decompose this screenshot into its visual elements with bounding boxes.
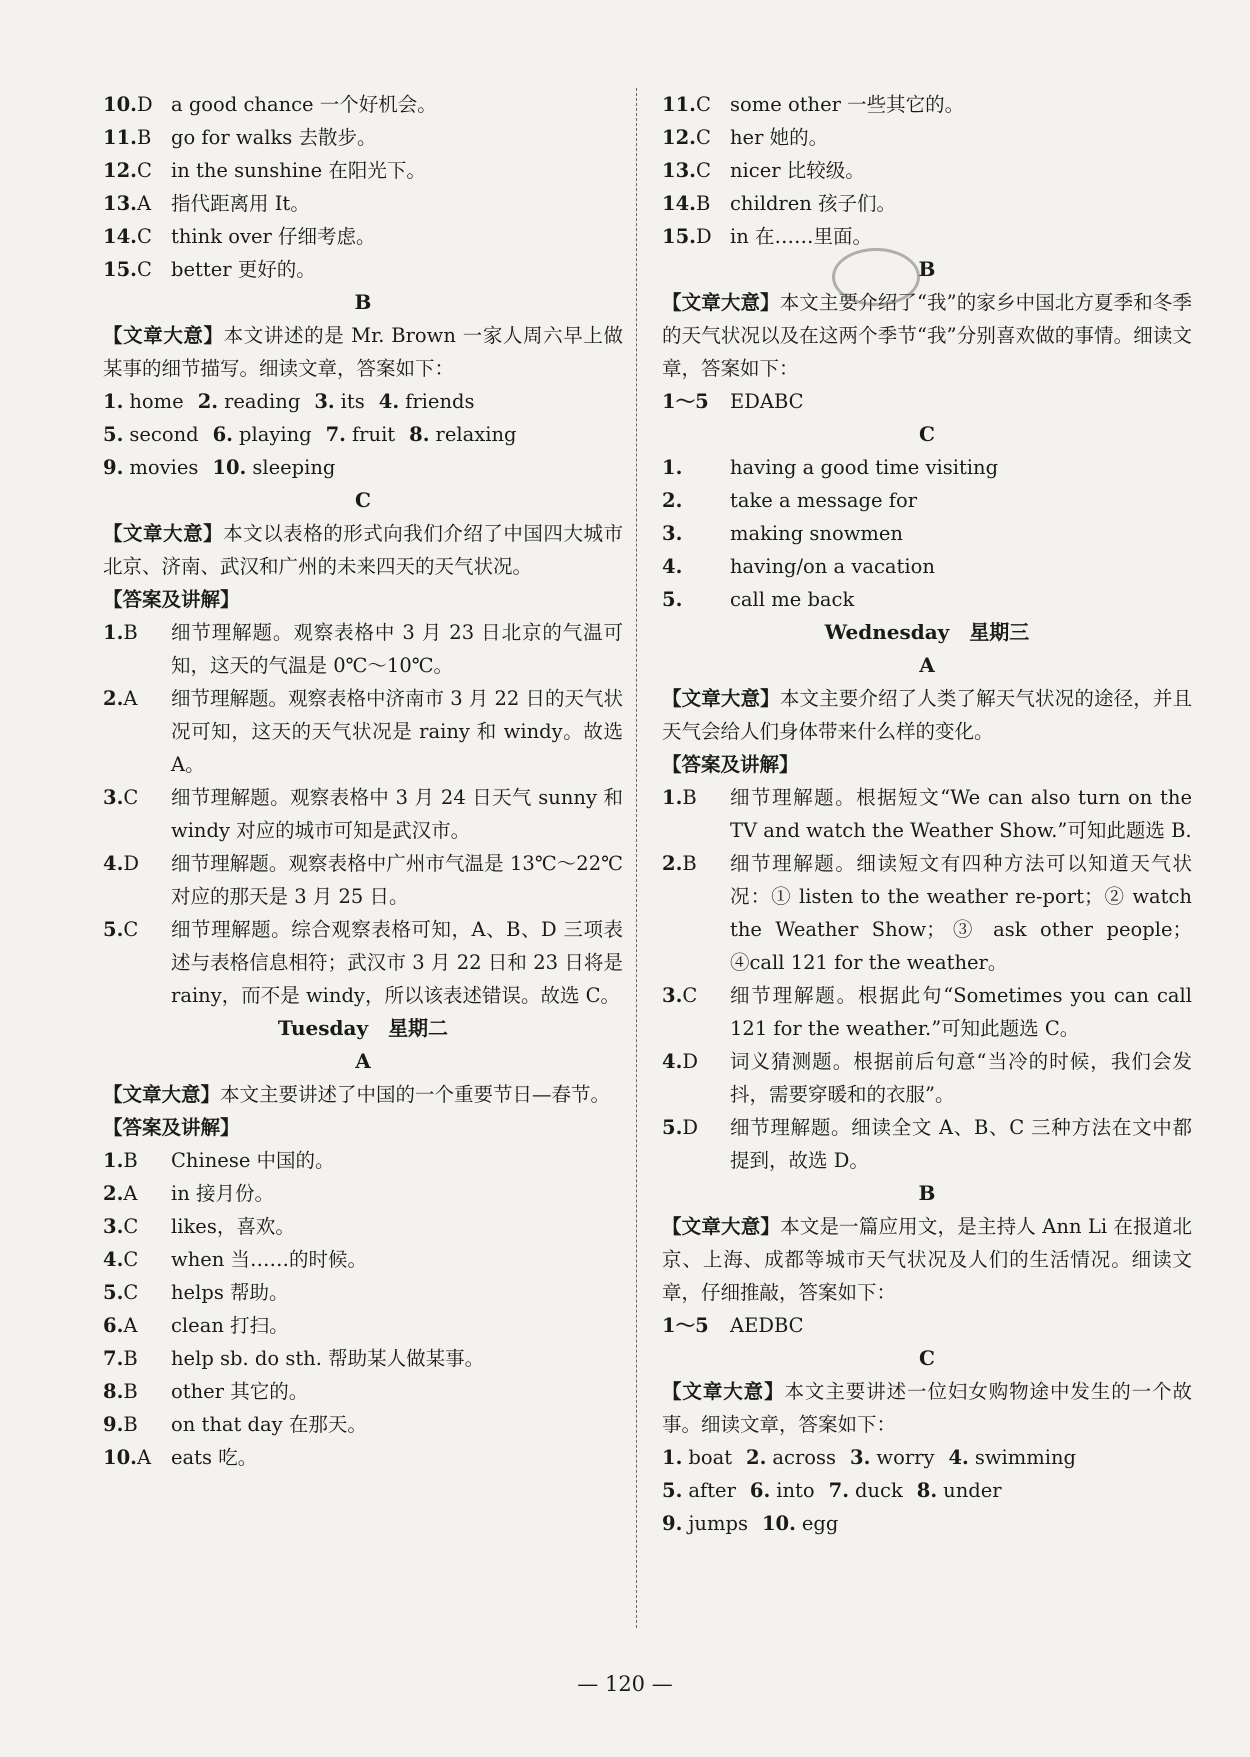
fill-answer: [326, 418, 396, 451]
answer-item: [103, 1243, 623, 1276]
answer-letter: B: [123, 1347, 138, 1370]
answer-text: call me back: [730, 588, 855, 611]
answer-letter: C: [695, 159, 711, 182]
item-number: 1.: [662, 786, 683, 809]
fill-answer-row: [662, 1474, 1192, 1507]
fill-answer: [762, 1507, 838, 1540]
fill-word: fruit: [351, 423, 396, 446]
answer-item: [662, 979, 1192, 1045]
answer-letter: C: [136, 258, 152, 281]
answer-number: [662, 154, 730, 187]
item-number: 14.: [662, 192, 696, 215]
answer-text: on that day 在那天。: [171, 1413, 367, 1436]
answer-letter: D: [682, 1116, 698, 1139]
fill-answer: [746, 1441, 836, 1474]
faint-seal-stamp: [832, 248, 920, 306]
item-number: 10.: [103, 1446, 137, 1469]
item-number: 12.: [662, 126, 696, 149]
left-column: [103, 88, 623, 1474]
fill-answer: [213, 418, 312, 451]
fill-word: boat: [688, 1446, 733, 1469]
answer-number: [103, 781, 171, 847]
fill-answer: [948, 1441, 1076, 1474]
answer-letter: D: [695, 225, 712, 248]
answer-number: [103, 1408, 171, 1441]
item-number: 4.: [948, 1446, 969, 1469]
section-b-answer: 1～5 EDABC: [662, 390, 804, 413]
answer-item: [103, 1375, 623, 1408]
answer-letter: C: [136, 159, 152, 182]
summary-label: 【文章大意】: [103, 324, 224, 347]
item-number: 1.: [103, 390, 124, 413]
answer-letter: A: [123, 1314, 138, 1337]
item-number: 4.: [662, 555, 683, 578]
fill-answer: [103, 418, 199, 451]
answer-number: [662, 220, 730, 253]
answer-number: [103, 1210, 171, 1243]
answer-text: 细节理解题。观察表格中济南市 3 月 22 日的天气状况可知，这天的天气状况是 rainy 和 windy。故选 A。: [171, 687, 624, 776]
fill-word: worry: [876, 1446, 935, 1469]
wednesday-section-b-title: B: [918, 1181, 936, 1205]
answer-item: [662, 583, 1192, 616]
answer-text: likes，喜欢。: [171, 1215, 295, 1238]
item-number: 11.: [103, 126, 137, 149]
answer-text: in the sunshine 在阳光下。: [171, 159, 426, 182]
answer-letter: C: [695, 93, 711, 116]
item-number: 13.: [662, 159, 696, 182]
answer-text: 细节理解题。根据此句“Sometimes you can call 121 for the weather.”可知此题选 C。: [730, 984, 1192, 1040]
answer-item: [662, 121, 1192, 154]
item-number: 8.: [409, 423, 430, 446]
wednesday-section-b-summary: 【文章大意】本文是一篇应用文，是主持人 Ann Li 在报道北京、上海、成都等城市天气状况及人们的生活情况。细读文章，仔细推敲，答案如下：: [662, 1215, 1192, 1304]
fill-word: duck: [855, 1479, 903, 1502]
item-number: 11.: [662, 93, 696, 116]
answer-letter: B: [123, 1380, 138, 1403]
answer-text: 细节理解题。细读全文 A、B、C 三种方法在文中都提到，故选 D。: [730, 1116, 1192, 1172]
summary-label: 【文章大意】: [662, 291, 780, 314]
item-number: 1.: [103, 621, 124, 644]
answer-letter: B: [123, 621, 138, 644]
answer-number: [103, 847, 171, 913]
item-number: 5.: [662, 1479, 683, 1502]
fill-answer: [379, 385, 475, 418]
answer-text: in 接月份。: [171, 1182, 274, 1205]
fill-answer: [198, 385, 301, 418]
summary-label: 【文章大意】: [662, 687, 780, 710]
answer-letter: C: [682, 984, 698, 1007]
item-number: 10.: [761, 1512, 796, 1535]
column-divider: [636, 88, 637, 1628]
answer-text: a good chance 一个好机会。: [171, 93, 437, 116]
item-number: 1.: [662, 456, 683, 479]
answer-item: [103, 847, 623, 913]
answer-number: [662, 88, 730, 121]
tuesday-heading: Tuesday 星期二: [277, 1016, 449, 1040]
answer-letter: C: [123, 1281, 139, 1304]
answer-number: [662, 484, 730, 517]
fill-word: playing: [238, 423, 312, 446]
answer-text: Chinese 中国的。: [171, 1149, 335, 1172]
answer-number: [103, 187, 171, 220]
fill-answer: [662, 1507, 748, 1540]
item-number: 5.: [103, 423, 124, 446]
item-number: 4.: [103, 1248, 124, 1271]
answer-text: 细节理解题。观察表格中 3 月 24 日天气 sunny 和 windy 对应的城市可知是武汉市。: [171, 786, 623, 842]
answer-text: having/on a vacation: [730, 555, 935, 578]
fill-word: home: [129, 390, 184, 413]
item-number: 3.: [662, 522, 683, 545]
wednesday-section-a-summary: 【文章大意】本文主要介绍了人类了解天气状况的途径，并且天气会给人们身体带来什么样的变化。: [662, 687, 1192, 743]
answer-item: [662, 781, 1192, 847]
answer-number: [103, 88, 171, 121]
answer-number: [103, 220, 171, 253]
answer-text: eats 吃。: [171, 1446, 258, 1469]
item-number: 15.: [662, 225, 696, 248]
answer-text: other 其它的。: [171, 1380, 309, 1403]
fill-answer-row: [103, 385, 623, 418]
answer-item: [103, 1144, 623, 1177]
answer-text: clean 打扫。: [171, 1314, 289, 1337]
fill-word: movies: [129, 456, 199, 479]
answer-text: helps 帮助。: [171, 1281, 289, 1304]
fill-word: second: [129, 423, 199, 446]
section-b-summary: 【文章大意】本文主要介绍了“我”的家乡中国北方夏季和冬季的天气状况以及在这两个季节“我”分别喜欢做的事情。细读文章，答案如下：: [662, 291, 1192, 380]
answer-item: [103, 781, 623, 847]
item-number: 8.: [103, 1380, 124, 1403]
right-intro-answers: [662, 88, 1192, 253]
answer-letter: B: [123, 1413, 138, 1436]
answer-item: [103, 1210, 623, 1243]
item-number: 5.: [662, 1116, 683, 1139]
fill-answer: [103, 451, 198, 484]
answer-number: [103, 682, 171, 781]
answer-item: [103, 121, 623, 154]
answer-letter: C: [123, 786, 139, 809]
wednesday-section-a-title: A: [919, 653, 935, 677]
answer-text: think over 仔细考虑。: [171, 225, 376, 248]
answer-item: [103, 1309, 623, 1342]
item-number: 4.: [662, 1050, 683, 1073]
answer-letter: C: [123, 918, 139, 941]
wednesday-section-c-fill-answers: [662, 1441, 1192, 1540]
answer-number: [103, 616, 171, 682]
item-number: 10.: [212, 456, 247, 479]
answer-text: when 当……的时候。: [171, 1248, 368, 1271]
answer-letter: D: [136, 93, 153, 116]
item-number: 2.: [197, 390, 219, 413]
answer-text: nicer 比较级。: [730, 159, 865, 182]
summary-label: 【文章大意】: [103, 1083, 221, 1106]
answers-label: 【答案及讲解】: [662, 753, 799, 776]
item-number: 6.: [103, 1314, 124, 1337]
fill-answer-row: [103, 451, 623, 484]
summary-label: 【文章大意】: [103, 522, 224, 545]
answer-letter: C: [695, 126, 711, 149]
fill-answer: [829, 1474, 903, 1507]
fill-word: egg: [801, 1512, 839, 1535]
item-number: 5.: [103, 1281, 124, 1304]
answer-item: [103, 253, 623, 286]
answers-label: 【答案及讲解】: [103, 588, 240, 611]
wednesday-section-c-summary: 【文章大意】本文主要讲述一位妇女购物途中发生的一个故事。细读文章，答案如下：: [662, 1380, 1192, 1436]
answer-item: [662, 484, 1192, 517]
right-column: [662, 88, 1192, 1540]
item-number: 4.: [103, 852, 124, 875]
item-number: 3.: [103, 786, 124, 809]
answer-letter: C: [123, 1215, 139, 1238]
answer-text: some other 一些其它的。: [730, 93, 965, 116]
item-number: 9.: [103, 456, 124, 479]
item-number: 7.: [828, 1479, 849, 1502]
item-number: 6.: [749, 1479, 771, 1502]
answer-item: [662, 220, 1192, 253]
item-number: 2.: [662, 852, 683, 875]
item-number: 8.: [916, 1479, 938, 1502]
answer-number: [103, 1342, 171, 1375]
answer-letter: B: [682, 852, 697, 875]
answer-item: [103, 616, 623, 682]
answer-text: take a message for: [730, 489, 918, 512]
answer-item: [662, 517, 1192, 550]
answer-text: 指代距离用 It。: [171, 192, 310, 215]
answer-item: [662, 1045, 1192, 1111]
fill-answer: [409, 418, 516, 451]
answer-letter: D: [123, 852, 139, 875]
answer-letter: A: [136, 192, 152, 215]
answer-number: [662, 187, 730, 220]
item-number: 6.: [212, 423, 233, 446]
answer-text: 细节理解题。观察表格中广州市气温是 13℃～22℃对应的那天是 3 月 25 日。: [171, 852, 623, 908]
item-number: 13.: [103, 192, 137, 215]
answer-letter: B: [695, 192, 711, 215]
answer-text: go for walks 去散步。: [171, 126, 377, 149]
answer-item: [662, 187, 1192, 220]
item-number: 9.: [662, 1512, 683, 1535]
item-number: 2.: [746, 1446, 767, 1469]
section-c-answers: [662, 451, 1192, 616]
item-number: 1.: [662, 1446, 683, 1469]
fill-answer: [314, 385, 364, 418]
tuesday-section-a-title: A: [355, 1049, 371, 1073]
fill-answer-row: [103, 418, 623, 451]
answer-letter: A: [136, 1446, 152, 1469]
answer-item: [103, 220, 623, 253]
fill-word: into: [776, 1479, 815, 1502]
answer-number: [103, 121, 171, 154]
answer-item: [103, 1177, 623, 1210]
answer-text: 细节理解题。根据短文“We can also turn on the TV and watch the Weather Show.”可知此题选 B.: [730, 786, 1192, 842]
answer-letter: B: [682, 786, 697, 809]
answer-text: 细节理解题。综合观察表格可知，A、B、D 三项表述与表格信息相符；武汉市 3 月 22 日和 23 日将是 rainy，而不是 windy，所以该表述错误。故选 C。: [171, 918, 623, 1007]
fill-word: across: [772, 1446, 837, 1469]
section-b-title: B: [354, 290, 372, 314]
fill-answer: [662, 1474, 736, 1507]
section-c-title: C: [919, 422, 935, 446]
answer-item: [103, 88, 623, 121]
answer-number: [103, 913, 171, 1012]
section-c-answers: [103, 616, 623, 1012]
answer-letter: B: [123, 1149, 138, 1172]
item-number: 15.: [103, 258, 137, 281]
answer-item: [103, 1276, 623, 1309]
answer-number: [662, 1045, 730, 1111]
item-number: 3.: [850, 1446, 871, 1469]
answer-number: [662, 517, 730, 550]
item-number: 2.: [662, 489, 683, 512]
fill-answer: [212, 451, 335, 484]
answer-letter: A: [123, 687, 138, 710]
answers-label: 【答案及讲解】: [103, 1116, 240, 1139]
item-number: 3.: [662, 984, 683, 1007]
answer-item: [662, 550, 1192, 583]
section-b-fill-answers: [103, 385, 623, 484]
answer-number: [103, 1276, 171, 1309]
answer-item: [662, 88, 1192, 121]
answer-item: [103, 154, 623, 187]
answer-number: [103, 1243, 171, 1276]
answer-number: [662, 451, 730, 484]
answer-number: [103, 1309, 171, 1342]
fill-answer-row: [662, 1507, 1192, 1540]
fill-word: after: [688, 1479, 736, 1502]
tuesday-section-a-answers: [103, 1144, 623, 1474]
tuesday-section-a-summary: 【文章大意】本文主要讲述了中国的一个重要节日—春节。: [103, 1083, 611, 1106]
answer-text: help sb. do sth. 帮助某人做某事。: [171, 1347, 485, 1370]
answer-text: her 她的。: [730, 126, 829, 149]
answer-number: [662, 583, 730, 616]
fill-answer-row: [662, 1441, 1192, 1474]
fill-word: reading: [224, 390, 301, 413]
wednesday-section-b-answer: 1～5 AEDBC: [662, 1314, 804, 1337]
fill-answer: [750, 1474, 815, 1507]
answer-number: [103, 1177, 171, 1210]
answer-number: [662, 847, 730, 979]
answer-number: [662, 979, 730, 1045]
section-b-title: B: [918, 257, 936, 281]
wednesday-section-c-title: C: [919, 1346, 935, 1370]
answer-item: [103, 682, 623, 781]
answer-item: [103, 187, 623, 220]
section-c-title: C: [355, 488, 371, 512]
fill-word: relaxing: [435, 423, 517, 446]
left-intro-answers: [103, 88, 623, 286]
answer-item: [103, 1441, 623, 1474]
item-number: 5.: [103, 918, 124, 941]
wednesday-section-a-answers: [662, 781, 1192, 1177]
fill-word: friends: [405, 390, 475, 413]
section-c-summary: 【文章大意】本文以表格的形式向我们介绍了中国四大城市北京、济南、武汉和广州的未来四天的天气状况。: [103, 522, 623, 578]
answer-number: [103, 1144, 171, 1177]
item-number: 12.: [103, 159, 137, 182]
item-number: 7.: [103, 1347, 124, 1370]
fill-word: its: [340, 390, 365, 413]
item-number: 1.: [103, 1149, 124, 1172]
item-number: 3.: [314, 390, 335, 413]
answer-item: [662, 451, 1192, 484]
answer-number: [662, 121, 730, 154]
fill-answer: [850, 1441, 934, 1474]
fill-answer: [103, 385, 184, 418]
summary-label: 【文章大意】: [662, 1215, 781, 1238]
answer-text: 细节理解题。观察表格中 3 月 23 日北京的气温可知，这天的气温是 0℃～10℃。: [171, 621, 623, 677]
answer-item: [662, 154, 1192, 187]
answer-item: [103, 1408, 623, 1441]
answer-text: having a good time visiting: [730, 456, 999, 479]
item-number: 3.: [103, 1215, 124, 1238]
answer-number: [662, 1111, 730, 1177]
answer-item: [103, 913, 623, 1012]
answer-number: [662, 781, 730, 847]
answer-number: [103, 1375, 171, 1408]
answer-number: [103, 253, 171, 286]
answer-letter: D: [682, 1050, 698, 1073]
answer-text: making snowmen: [730, 522, 903, 545]
item-number: 9.: [103, 1413, 124, 1436]
fill-word: under: [943, 1479, 1002, 1502]
item-number: 10.: [103, 93, 137, 116]
answer-text: children 孩子们。: [730, 192, 897, 215]
fill-word: swimming: [974, 1446, 1077, 1469]
answer-item: [662, 847, 1192, 979]
answer-number: [662, 550, 730, 583]
item-number: 14.: [103, 225, 137, 248]
answer-text: better 更好的。: [171, 258, 316, 281]
answer-item: [662, 1111, 1192, 1177]
answer-text: in 在……里面。: [730, 225, 872, 248]
fill-answer: [917, 1474, 1002, 1507]
item-number: 5.: [662, 588, 683, 611]
item-number: 7.: [325, 423, 346, 446]
wednesday-heading: Wednesday 星期三: [824, 620, 1030, 644]
answer-letter: A: [123, 1182, 138, 1205]
fill-word: jumps: [688, 1512, 748, 1535]
item-number: 2.: [103, 687, 124, 710]
answer-letter: C: [123, 1248, 139, 1271]
answer-text: 词义猜测题。根据前后句意“当冷的时候，我们会发抖，需要穿暖和的衣服”。: [730, 1050, 1192, 1106]
answer-number: [103, 1441, 171, 1474]
page-number: — 120 —: [577, 1672, 673, 1696]
fill-word: sleeping: [252, 456, 336, 479]
answer-letter: C: [136, 225, 152, 248]
answer-item: [103, 1342, 623, 1375]
summary-label: 【文章大意】: [662, 1380, 785, 1403]
item-number: 4.: [378, 390, 400, 413]
answer-number: [103, 154, 171, 187]
answer-text: 细节理解题。细读短文有四种方法可以知道天气状况：① listen to the weather re-port；② watch the Weather Show；③ ask other people；④call 121 for the weather。: [730, 852, 1192, 974]
section-b-summary: 【文章大意】本文讲述的是 Mr. Brown 一家人周六早上做某事的细节描写。细读文章，答案如下：: [103, 324, 623, 380]
fill-answer: [662, 1441, 732, 1474]
answer-letter: B: [136, 126, 152, 149]
item-number: 2.: [103, 1182, 124, 1205]
